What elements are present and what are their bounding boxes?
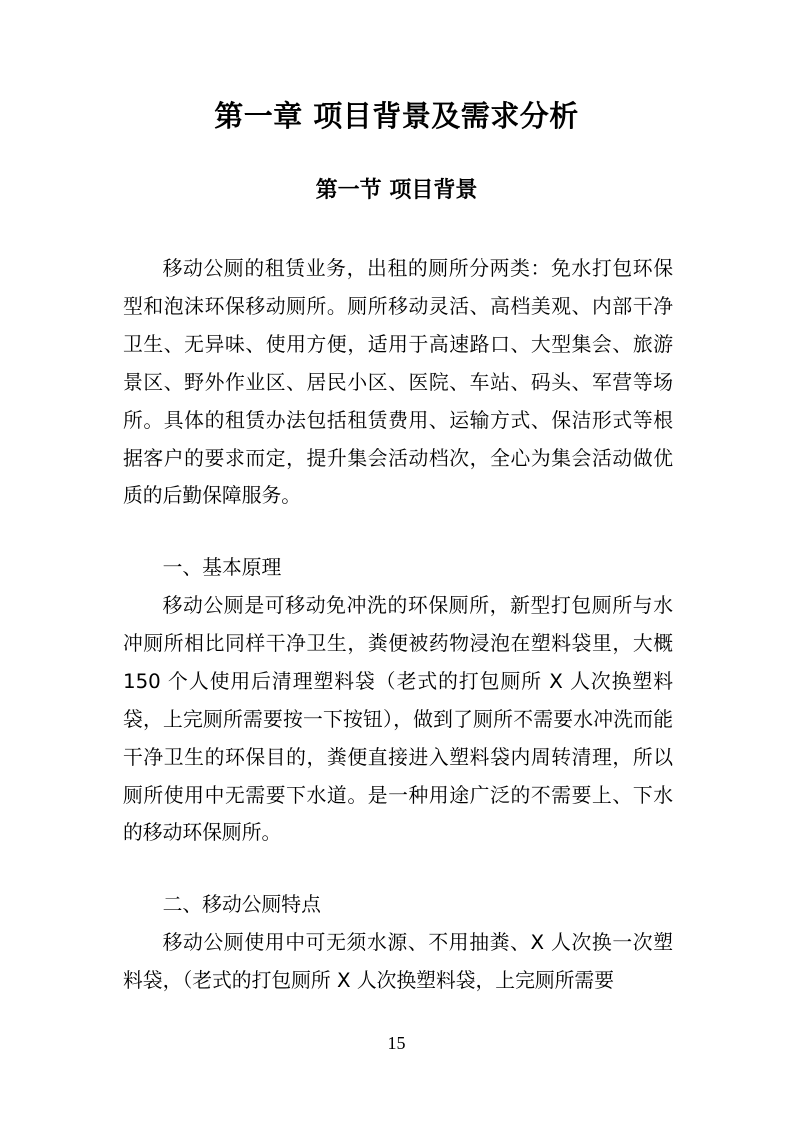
subheading-basic-principle: 一、基本原理 — [162, 556, 282, 579]
page-number: 15 — [387, 1033, 406, 1053]
paragraph-features: 移动公厕使用中可无须水源、不用抽粪、X 人次换一次塑料袋，（老式的打包厕所 X 人次换塑料袋，上完厕所需要 — [123, 931, 673, 992]
subheading-features: 二、移动公厕特点 — [162, 893, 321, 916]
chapter-title: 第一章 项目背景及需求分析 — [214, 99, 579, 133]
section-title: 第一节 项目背景 — [315, 178, 478, 203]
paragraph-rental-business: 移动公厕的租赁业务，出租的厕所分两类：免水打包环保型和泡沫环保移动厕所。厕所移动灵活、高档美观、内部干净卫生、无异味、使用方便，适用于高速路口、大型集会、旅游景区、野外作业区、居民小区、医院、车站、码头、军营等场所。具体的租赁办法包括租赁费用、运输方式、保洁形式等根据客户的要求而定，提升集会活动档次，全心为集会活动做优质的后勤保障服务。 — [123, 257, 673, 508]
paragraph-basic-principle: 移动公厕是可移动免冲洗的环保厕所，新型打包厕所与水冲厕所相比同样干净卫生，粪便被药物浸泡在塑料袋里，大概 150 个人使用后清理塑料袋（老式的打包厕所 X 人次换塑料袋，上完厕所需要按一下按钮），做到了厕所不需要水冲洗而能干净卫生的环保目的，粪便直接进入塑料袋内周转清理，所以厕所使用中无需要下水道。是一种用途广泛的不需要上、下水的移动环保厕所。 — [123, 594, 673, 845]
